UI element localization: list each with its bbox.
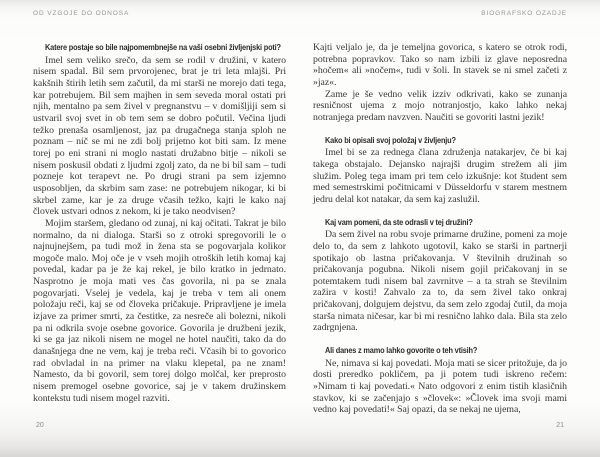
page-right-body [313,42,567,416]
paragraph: Imel sem veliko srečo, da sem se rodil v družini, v katero nisem spadal. Bil sem prvorojenec, brat je tri leta mlajši. Pri kakšnih štirih letih sem začutil, da mi starši ne morejo dati tega, kar potrebujem. Bil sem majhen in sem seveda moral ostati pri njih, mentalno pa sem živel v pregnanstvu – v domišljiji sem si ustvaril svoj svet in ob tem sem se dobro počutil. Večina ljudi težko prenaša osamljenost, jaz pa drugačnega stanja sploh ne poznam – nič se mi ne zdi bolj prijetno kot biti sam. Iz mene torej po eni strani ni moglo nastati družabno bitje – nikoli se nisem poskusil obdati z ljudmi zgolj zato, da ne bi bil sam – tudi pozneje kot terapevt ne. Po drugi strani pa sem izjemno usposobljen, da skrbim sam zase: ne potrebujem nikogar, ki bi skrbel zame, kar je za druge včasih težko, kajti le kako naj človek ustvari odnos z nekom, ki je tako neodvisen? [33,54,286,218]
interview-question [313,135,567,147]
interview-question [313,345,567,357]
paragraph: Ne, nimava si kaj povedati. Moja mati se sicer pritožuje, da jo dosti preredko pokličem, pa ji potem tudi iskreno rečem: »Nimam ti kaj povedati.« Nato odgovori z enim tistih klasičnih stavkov, ki se začenjajo s »človek«: »Človek ima svoji mami vedno kaj povedati!« Saj opazi, da se nekaj ne ujema, [313,357,567,416]
running-header-left: OD VZGOJE DO ODNOSA [33,10,130,17]
page-left [33,0,286,457]
page-left-body [33,42,286,404]
paragraph: Imel bi se za rednega člana združenja natakarjev, če bi kaj takega obstajalo. Dejansko najrajši drugim strežem ali jim služim. Poleg tega imam pri tem celo izkušnje: kot študent sem med semestrskimi počitnicami v Düsseldorfu v starem mestnem jedru delal kot natakar, da sem kaj zaslužil. [313,147,567,205]
paragraph-continuation: Kajti veljalo je, da je temeljna govorica, s katero se otrok rodi, potrebna popravkov. Tako so nam izbili iz glave neposredna »hočem« ali »nočem«, tudi v šoli. In stavek se ni smel začeti z »jaz«. [313,42,567,88]
paragraph: Da sem živel na robu svoje primarne družine, pomeni za moje delo to, da sem z lahkoto ugotovil, kako se starši in partnerji spotikajo ob lastna pričakovanja. V številnih družinah so pričakovanja pogubna. Nikoli nisem gojil pričakovanj in se potemtakem tudi nisem bal zavrnitve – a ta strah se številnim zažira v kosti! Zahvalo za to, da sem živel tako onkraj pričakovanj, dolgujem dejstvu, da sem zelo zgodaj čutil, da moja starša nimata ničesar, kar bi mi resnično lahko dala. Bila sta zelo zadrgnjena. [313,229,567,334]
interview-question [313,217,567,229]
interview-question-text: Kaj vam pomeni, da ste odrasli v tej družini? [325,216,473,227]
paragraph: Zame je še vedno velik izziv odkrivati, kako se zunanja resničnost ujema z mojo notranjostjo, kako lahko nekaj notranjega predam navzven. Naučiti se govoriti lastni jezik! [313,88,567,123]
page-number-right: 21 [556,422,564,429]
paragraph: Mojim staršem, gledano od zunaj, ni kaj očitati. Takrat je bilo normalno, da ni dialoga. Starši so z otroki spregovorili le o najnujnejšem, pa tudi mož in žena sta se pogovarjala kolikor mogoče malo. Moj oče je v vseh mojih otroških letih komaj kaj povedal, kadar pa je že kaj rekel, je bilo kratko in jedrnato. Nasprotno je moja mati ves čas govorila, ni pa se znala pogovarjati. Vselej je vedela, kaj je treba v tem ali onem položaju reči, kaj se od človeka pričakuje. Pripravljene je imela izjave za primer smrti, za čestitke, za nesreče ali bolezni, nikoli pa ni odkrila svoje osebne govorice. Govorila je družbeni jezik, ki se ga jaz nikoli nisem ne mogel ne hotel naučiti, tako da do današnjega dne ne vem, kaj je treba reči. Včasih bi to govorico rad obvladal in na primer na vlaku klepetal, pa ne znam! Namesto, da bi govoril, sem torej dolgo molčal, ker preprosto nisem premogel osebne govorice, saj je v takem družinskem kontekstu tudi nisem mogel razviti. [33,217,286,404]
interview-question-text: Ali danes z mamo lahko govorite o teh vtisih? [325,345,478,356]
interview-question [33,42,286,54]
running-header-right: BIOGRAFSKO OZADJE [481,10,567,17]
page-right [313,0,567,457]
interview-question-text: Kako bi opisali svoj položaj v življenju? [325,134,456,145]
page-number-left: 20 [36,422,44,429]
interview-question-text: Katere postaje so bile najpomembnejše na vaši osebni življenjski poti? [45,42,281,52]
